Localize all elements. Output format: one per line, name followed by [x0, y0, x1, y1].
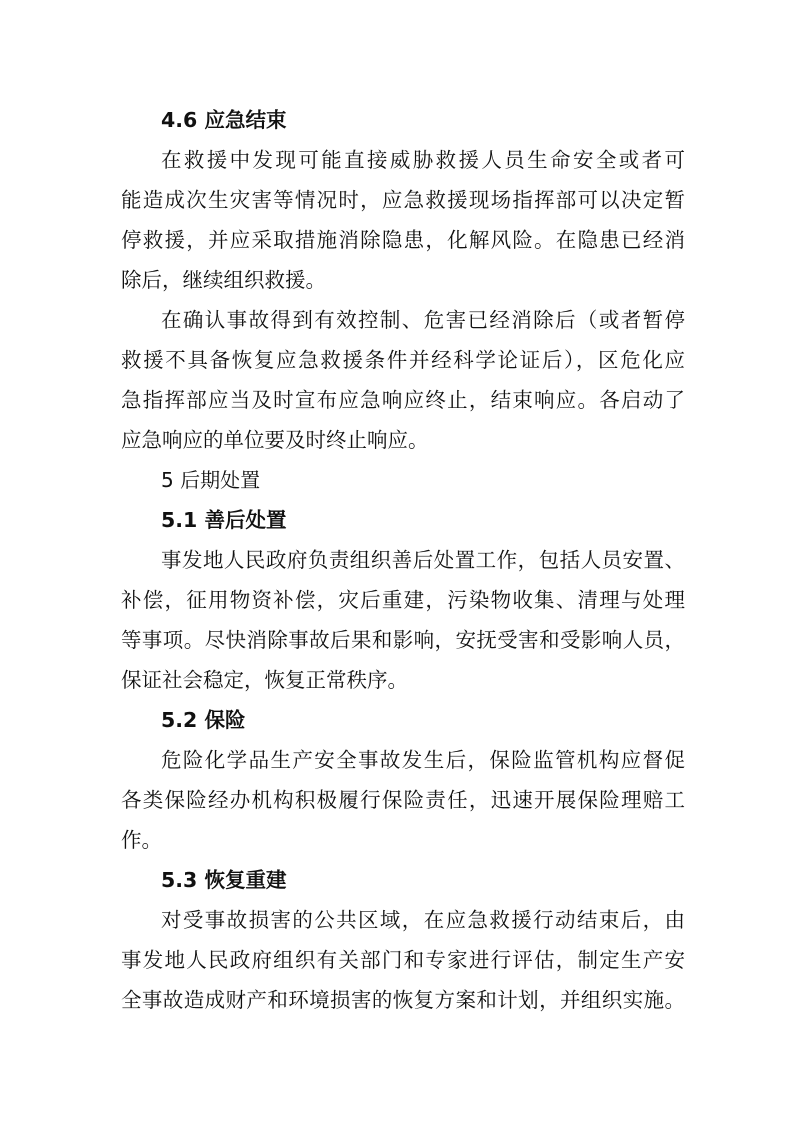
paragraph-line: 救援不具备恢复应急救援条件并经科学论证后），区危化应 — [121, 348, 685, 372]
paragraph-line: 保证社会稳定，恢复正常秩序。 — [121, 668, 408, 692]
paragraph-line: 等事项。尽快消除事故后果和影响，安抚受害和受影响人员， — [121, 628, 685, 652]
paragraph-line: 在确认事故得到有效控制、危害已经消除后（或者暂停 — [161, 308, 685, 332]
paragraph-line: 对受事故损害的公共区域，在应急救援行动结束后，由 — [161, 908, 685, 932]
paragraph-line: 除后，继续组织救援。 — [121, 268, 326, 292]
section-heading-5-2: 5.2 保险 — [161, 708, 246, 732]
paragraph-line: 应急响应的单位要及时终止响应。 — [121, 428, 429, 452]
paragraph-line: 急指挥部应当及时宣布应急响应终止，结束响应。各启动了 — [121, 388, 685, 412]
section-heading-5: 5 后期处置 — [161, 468, 261, 492]
section-heading-5-1: 5.1 善后处置 — [161, 508, 287, 532]
paragraph-line: 全事故造成财产和环境损害的恢复方案和计划，并组织实施。 — [121, 988, 685, 1012]
paragraph-line: 事发地人民政府负责组织善后处置工作，包括人员安置、 — [161, 548, 685, 572]
paragraph-line: 各类保险经办机构积极履行保险责任，迅速开展保险理赔工 — [121, 788, 685, 812]
paragraph-line: 作。 — [121, 828, 162, 852]
paragraph-line: 补偿，征用物资补偿，灾后重建，污染物收集、清理与处理 — [121, 588, 685, 612]
paragraph-line: 危险化学品生产安全事故发生后，保险监管机构应督促 — [161, 748, 685, 772]
section-heading-5-3: 5.3 恢复重建 — [161, 868, 287, 892]
paragraph-line: 事发地人民政府组织有关部门和专家进行评估，制定生产安 — [121, 948, 685, 972]
paragraph-line: 停救援，并应采取措施消除隐患，化解风险。在隐患已经消 — [121, 228, 685, 252]
paragraph-line: 能造成次生灾害等情况时，应急救援现场指挥部可以决定暂 — [121, 188, 685, 212]
paragraph-line: 在救援中发现可能直接威胁救援人员生命安全或者可 — [161, 148, 685, 172]
section-heading-4-6: 4.6 应急结束 — [161, 108, 287, 132]
